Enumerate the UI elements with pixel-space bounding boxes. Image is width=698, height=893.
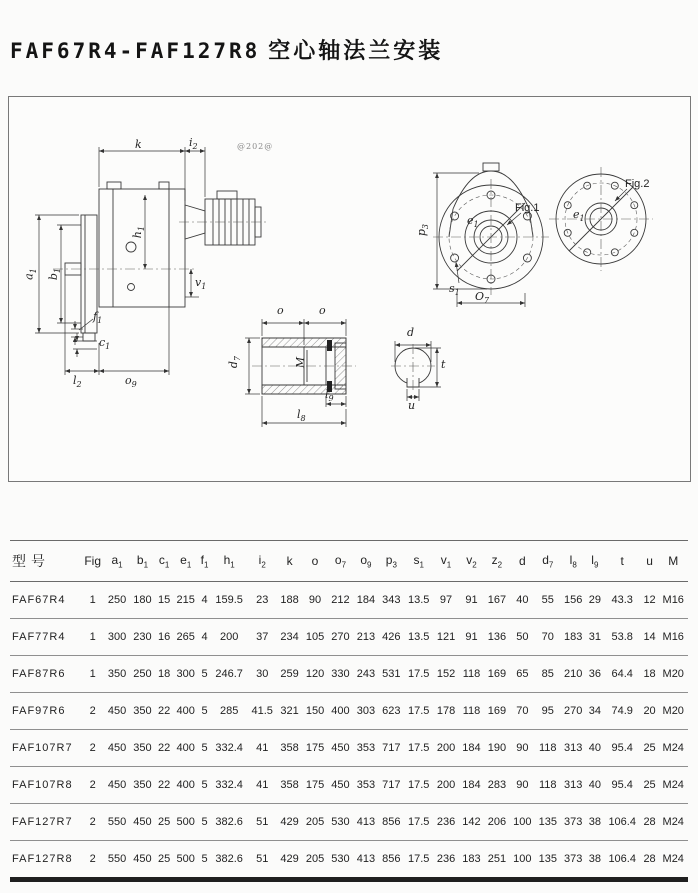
value-cell: 450 xyxy=(331,779,350,791)
value-cell: 200 xyxy=(436,742,456,754)
value-cell: 500 xyxy=(176,816,195,828)
value-cell: 37 xyxy=(256,631,269,643)
value-cell: 285 xyxy=(219,705,239,717)
dim-label-b1: $b_1$ xyxy=(46,268,63,281)
value-cell: 373 xyxy=(564,816,583,828)
value-cell: 350 xyxy=(133,742,152,754)
dim-label-s1: $s_1$ xyxy=(449,282,460,298)
dim-label-l8: $l_8$ xyxy=(297,408,306,424)
stamp-text: @202@ xyxy=(237,142,274,151)
dim-label-v1: $v_1$ xyxy=(195,276,207,292)
col-header-k: k xyxy=(277,541,302,582)
value-cell: 29 xyxy=(588,594,601,606)
value-cell: 5 xyxy=(201,853,208,865)
value-cell: 550 xyxy=(107,816,127,828)
value-cell: 90 xyxy=(516,742,529,754)
col-header-l8: $l_8$ xyxy=(561,541,586,582)
value-cell: 38 xyxy=(588,853,601,865)
value-cell: 5 xyxy=(201,705,208,717)
table-row xyxy=(10,693,688,730)
value-cell: M20 xyxy=(662,705,684,717)
value-cell: 106.4 xyxy=(608,853,636,865)
page-title xyxy=(10,34,443,65)
value-cell: 95.4 xyxy=(611,742,633,754)
value-cell: 259 xyxy=(280,668,299,680)
col-header-Fig: Fig xyxy=(81,541,104,582)
technical-drawing xyxy=(9,97,690,481)
value-cell: 200 xyxy=(436,779,456,791)
value-cell: 167 xyxy=(487,594,507,606)
value-cell: M24 xyxy=(662,853,684,865)
value-cell: 2 xyxy=(89,779,96,791)
value-cell: 717 xyxy=(382,779,401,791)
value-cell: 450 xyxy=(133,816,152,828)
value-cell: 34 xyxy=(588,705,601,717)
value-cell: 429 xyxy=(280,853,299,865)
value-cell: 450 xyxy=(107,779,127,791)
value-cell: 178 xyxy=(436,705,456,717)
value-cell: 18 xyxy=(157,668,171,680)
value-cell: 234 xyxy=(280,631,299,643)
value-cell: 5 xyxy=(201,816,208,828)
dim-label-c1: $c_1$ xyxy=(99,336,111,352)
col-header-z2: $z_2$ xyxy=(484,541,509,582)
dimension-table xyxy=(10,540,688,882)
value-cell: 856 xyxy=(382,853,401,865)
value-cell: 530 xyxy=(331,816,350,828)
value-cell: 265 xyxy=(176,631,195,643)
dim-label-e1-fig2: $e_1$ xyxy=(573,208,585,224)
table-row xyxy=(10,804,688,841)
value-cell: 332.4 xyxy=(215,742,243,754)
value-cell: 373 xyxy=(564,853,583,865)
value-cell: 5 xyxy=(201,742,208,754)
col-header-e1: $e_1$ xyxy=(173,541,198,582)
value-cell: 313 xyxy=(564,779,583,791)
dim-label-i2: $i_2$ xyxy=(189,136,198,152)
value-cell: 64.4 xyxy=(611,668,633,680)
value-cell: 23 xyxy=(256,594,269,606)
table-row xyxy=(10,656,688,693)
value-cell: 2 xyxy=(89,705,96,717)
value-cell: 184 xyxy=(462,779,481,791)
value-cell: 156 xyxy=(564,594,583,606)
value-cell: 215 xyxy=(176,594,195,606)
value-cell: 118 xyxy=(462,668,481,680)
dim-label-M: M xyxy=(294,356,308,369)
value-cell: 350 xyxy=(107,668,127,680)
value-cell: 20 xyxy=(643,705,656,717)
value-cell: 95.4 xyxy=(611,779,633,791)
value-cell: 350 xyxy=(133,779,152,791)
value-cell: 17.5 xyxy=(407,853,430,865)
value-cell: 400 xyxy=(176,742,195,754)
value-cell: 205 xyxy=(305,853,325,865)
dim-label-o-left: o xyxy=(277,304,284,317)
value-cell: 36 xyxy=(588,668,601,680)
col-header-s1: $s_1$ xyxy=(404,541,433,582)
value-cell: M20 xyxy=(662,668,684,680)
col-header-t: t xyxy=(604,541,641,582)
value-cell: 246.7 xyxy=(215,668,243,680)
value-cell: 300 xyxy=(176,668,195,680)
value-cell: 22 xyxy=(157,705,171,717)
value-cell: 382.6 xyxy=(215,816,243,828)
col-header-a1: $a_1$ xyxy=(104,541,129,582)
value-cell: 300 xyxy=(107,631,127,643)
model-cell: FAF77R4 xyxy=(12,631,66,643)
title-model-range: FAF67R4-FAF127R8 xyxy=(10,39,261,63)
table-row xyxy=(10,841,688,880)
col-header-d7: $d_7$ xyxy=(535,541,560,582)
col-header-l9: $l_9$ xyxy=(586,541,604,582)
value-cell: 120 xyxy=(305,668,325,680)
value-cell: 623 xyxy=(382,705,401,717)
value-cell: 25 xyxy=(157,853,171,865)
value-cell: 2 xyxy=(89,742,96,754)
value-cell: 28 xyxy=(643,816,656,828)
value-cell: 135 xyxy=(538,853,557,865)
dim-label-a1: $a_1$ xyxy=(22,268,38,280)
value-cell: 51 xyxy=(256,853,269,865)
value-cell: 200 xyxy=(219,631,239,643)
value-cell: 1 xyxy=(89,594,96,606)
value-cell: 15 xyxy=(157,594,171,606)
value-cell: 213 xyxy=(356,631,376,643)
value-cell: 90 xyxy=(308,594,322,606)
value-cell: 25 xyxy=(643,742,656,754)
value-cell: 17.5 xyxy=(407,742,430,754)
value-cell: 330 xyxy=(331,668,350,680)
value-cell: 70 xyxy=(541,631,554,643)
value-cell: 343 xyxy=(382,594,401,606)
value-cell: 38 xyxy=(588,816,601,828)
col-header-o7: $o_7$ xyxy=(328,541,353,582)
value-cell: 65 xyxy=(516,668,529,680)
value-cell: 14 xyxy=(643,631,656,643)
value-cell: 358 xyxy=(280,742,299,754)
value-cell: 17.5 xyxy=(407,779,430,791)
value-cell: 41 xyxy=(256,742,269,754)
value-cell: 13.5 xyxy=(407,631,430,643)
value-cell: 205 xyxy=(305,816,325,828)
value-cell: 243 xyxy=(356,668,376,680)
value-cell: 450 xyxy=(107,705,127,717)
value-cell: 22 xyxy=(157,779,171,791)
value-cell: 188 xyxy=(280,594,299,606)
value-cell: 118 xyxy=(462,705,481,717)
title-mounting-type: 空心轴法兰安装 xyxy=(268,39,444,64)
col-header-M: M xyxy=(658,541,688,582)
value-cell: 55 xyxy=(541,594,554,606)
table-row xyxy=(10,730,688,767)
dim-label-f1: $f_1$ xyxy=(93,310,103,326)
dim-label-O7: $O_7$ xyxy=(475,290,490,306)
value-cell: 313 xyxy=(564,742,583,754)
model-cell: FAF127R8 xyxy=(12,853,73,865)
value-cell: 17.5 xyxy=(407,705,430,717)
value-cell: 85 xyxy=(541,668,554,680)
value-cell: 12 xyxy=(643,594,656,606)
table-header-row xyxy=(10,541,688,582)
dim-label-l9: $l_9$ xyxy=(325,388,334,404)
value-cell: 142 xyxy=(462,816,481,828)
value-cell: 210 xyxy=(564,668,583,680)
value-cell: 25 xyxy=(157,816,171,828)
value-cell: 175 xyxy=(305,742,325,754)
value-cell: 13.5 xyxy=(407,594,430,606)
value-cell: 150 xyxy=(305,705,325,717)
value-cell: 50 xyxy=(516,631,529,643)
dim-label-t: t xyxy=(441,358,446,371)
value-cell: 5 xyxy=(201,779,208,791)
col-header-o9: $o_9$ xyxy=(353,541,378,582)
value-cell: 41 xyxy=(256,779,269,791)
fig1-caption: Fig.1 xyxy=(515,202,540,214)
value-cell: 251 xyxy=(487,853,507,865)
value-cell: 91 xyxy=(465,594,478,606)
table-row xyxy=(10,582,688,619)
col-header-f1: $f_1$ xyxy=(198,541,210,582)
value-cell: 1 xyxy=(89,631,96,643)
value-cell: 4 xyxy=(201,631,208,643)
value-cell: 270 xyxy=(331,631,350,643)
model-cell: FAF97R6 xyxy=(12,705,66,717)
value-cell: 353 xyxy=(356,779,376,791)
value-cell: 28 xyxy=(643,853,656,865)
value-cell: M24 xyxy=(662,742,684,754)
value-cell: 332.4 xyxy=(215,779,243,791)
value-cell: 856 xyxy=(382,816,401,828)
col-header-i2: $i_2$ xyxy=(248,541,277,582)
value-cell: 500 xyxy=(176,853,195,865)
value-cell: 95 xyxy=(541,705,554,717)
col-header-col0: 型号 xyxy=(10,541,81,582)
dim-label-e1-fig1: $e_1$ xyxy=(467,214,479,230)
dimension-table-wrap xyxy=(10,540,688,882)
col-header-d: d xyxy=(510,541,535,582)
value-cell: 212 xyxy=(331,594,350,606)
value-cell: 270 xyxy=(564,705,583,717)
value-cell: 183 xyxy=(462,853,481,865)
value-cell: 250 xyxy=(133,668,152,680)
value-cell: 184 xyxy=(356,594,376,606)
value-cell: 97 xyxy=(439,594,453,606)
value-cell: 152 xyxy=(436,668,456,680)
table-header xyxy=(10,541,688,582)
value-cell: 100 xyxy=(513,816,532,828)
value-cell: 429 xyxy=(280,816,299,828)
value-cell: 350 xyxy=(133,705,152,717)
value-cell: 450 xyxy=(107,742,127,754)
value-cell: 321 xyxy=(280,705,299,717)
table-body xyxy=(10,582,688,880)
value-cell: 531 xyxy=(382,668,401,680)
value-cell: 2 xyxy=(89,853,96,865)
col-header-v1: $v_1$ xyxy=(433,541,458,582)
value-cell: 16 xyxy=(157,631,171,643)
dim-label-l2: $l_2$ xyxy=(73,374,82,390)
value-cell: 17.5 xyxy=(407,668,430,680)
dim-label-u: u xyxy=(408,399,416,412)
value-cell: 51 xyxy=(256,816,269,828)
value-cell: 169 xyxy=(487,705,507,717)
value-cell: 230 xyxy=(133,631,152,643)
value-cell: 2 xyxy=(89,816,96,828)
dim-label-p3: $p_3$ xyxy=(414,224,431,237)
col-header-o: o xyxy=(302,541,327,582)
value-cell: 358 xyxy=(280,779,299,791)
value-cell: 283 xyxy=(487,779,507,791)
value-cell: 18 xyxy=(643,668,656,680)
col-header-h1: $h_1$ xyxy=(211,541,248,582)
value-cell: 135 xyxy=(538,816,557,828)
value-cell: 169 xyxy=(487,668,507,680)
value-cell: 1 xyxy=(89,668,96,680)
value-cell: M16 xyxy=(662,594,684,606)
drawing-panel xyxy=(8,96,691,482)
value-cell: 118 xyxy=(539,742,557,754)
fig2-caption: Fig.2 xyxy=(625,178,650,190)
value-cell: 400 xyxy=(331,705,350,717)
value-cell: 426 xyxy=(382,631,401,643)
value-cell: 105 xyxy=(305,631,325,643)
value-cell: 118 xyxy=(539,779,557,791)
value-cell: M24 xyxy=(662,816,684,828)
model-cell: FAF127R7 xyxy=(12,816,73,828)
dim-label-o-right: o xyxy=(319,304,326,317)
value-cell: 91 xyxy=(465,631,478,643)
col-header-v2: $v_2$ xyxy=(459,541,484,582)
value-cell: 40 xyxy=(588,779,601,791)
value-cell: 183 xyxy=(564,631,583,643)
value-cell: 353 xyxy=(356,742,376,754)
value-cell: 40 xyxy=(588,742,601,754)
value-cell: 236 xyxy=(436,853,456,865)
value-cell: 400 xyxy=(176,779,195,791)
value-cell: 100 xyxy=(513,853,532,865)
value-cell: 400 xyxy=(176,705,195,717)
value-cell: 184 xyxy=(462,742,481,754)
value-cell: 159.5 xyxy=(215,594,243,606)
value-cell: 382.6 xyxy=(215,853,243,865)
value-cell: 30 xyxy=(256,668,269,680)
dim-label-h1: $h_1$ xyxy=(131,226,147,239)
value-cell: M24 xyxy=(662,779,684,791)
value-cell: 303 xyxy=(356,705,376,717)
dim-label-d: d xyxy=(407,326,415,339)
value-cell: 450 xyxy=(331,742,350,754)
model-cell: FAF107R8 xyxy=(12,779,73,791)
value-cell: 22 xyxy=(157,742,171,754)
col-header-p3: $p_3$ xyxy=(379,541,404,582)
value-cell: 5 xyxy=(201,668,208,680)
value-cell: 4 xyxy=(201,594,208,606)
value-cell: 550 xyxy=(107,853,127,865)
model-cell: FAF107R7 xyxy=(12,742,73,754)
value-cell: 41.5 xyxy=(251,705,273,717)
value-cell: 175 xyxy=(305,779,325,791)
model-cell: FAF67R4 xyxy=(12,594,66,606)
value-cell: 413 xyxy=(356,816,376,828)
model-cell: FAF87R6 xyxy=(12,668,66,680)
value-cell: M16 xyxy=(662,631,684,643)
dim-label-d7: $d_7$ xyxy=(226,356,243,369)
value-cell: 25 xyxy=(643,779,656,791)
value-cell: 530 xyxy=(331,853,350,865)
value-cell: 106.4 xyxy=(608,816,636,828)
table-row xyxy=(10,619,688,656)
value-cell: 450 xyxy=(133,853,152,865)
value-cell: 413 xyxy=(356,853,376,865)
value-cell: 70 xyxy=(516,705,529,717)
value-cell: 43.3 xyxy=(611,594,633,606)
table-row xyxy=(10,767,688,804)
col-header-b1: $b_1$ xyxy=(130,541,155,582)
value-cell: 206 xyxy=(487,816,507,828)
value-cell: 717 xyxy=(382,742,401,754)
value-cell: 190 xyxy=(487,742,507,754)
value-cell: 74.9 xyxy=(611,705,633,717)
value-cell: 236 xyxy=(436,816,456,828)
dim-label-k: k xyxy=(135,138,142,151)
value-cell: 180 xyxy=(133,594,152,606)
dim-label-o9: $o_9$ xyxy=(125,374,137,390)
value-cell: 136 xyxy=(487,631,507,643)
value-cell: 90 xyxy=(516,779,529,791)
value-cell: 31 xyxy=(588,631,601,643)
col-header-u: u xyxy=(641,541,659,582)
value-cell: 121 xyxy=(436,631,456,643)
value-cell: 53.8 xyxy=(611,631,633,643)
col-header-c1: $c_1$ xyxy=(155,541,173,582)
value-cell: 17.5 xyxy=(407,816,430,828)
value-cell: 40 xyxy=(516,594,529,606)
value-cell: 250 xyxy=(107,594,127,606)
